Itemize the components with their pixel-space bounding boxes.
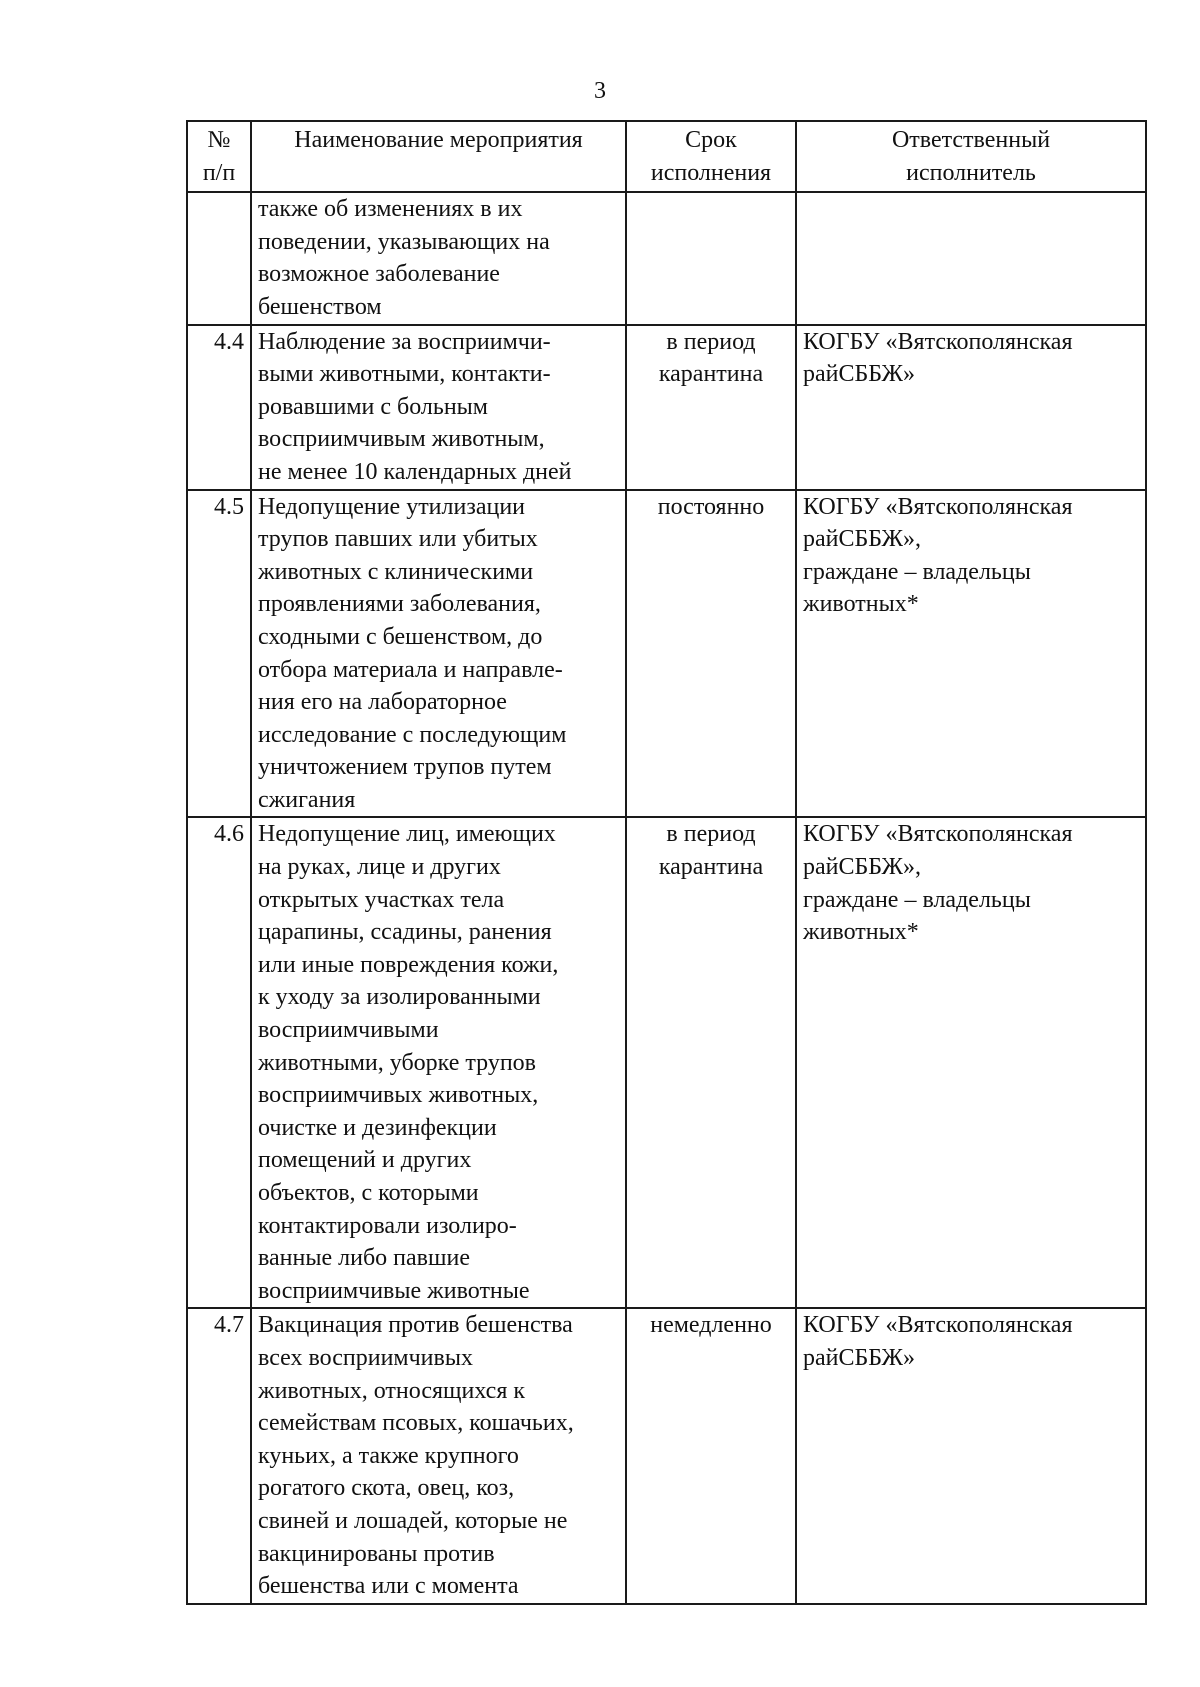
table-row	[187, 325, 1146, 490]
cell-line: райСББЖ»,	[803, 854, 921, 881]
cell-line: ванные либо павшие	[258, 1245, 470, 1272]
cell-measure-name	[251, 1308, 626, 1603]
cell-line: райСББЖ»	[803, 1344, 915, 1371]
cell-line: семействам псовых, кошачьих,	[258, 1410, 574, 1437]
cell-line: восприимчивым животным,	[258, 426, 545, 453]
cell-line: Недопущение утилизации	[258, 493, 526, 520]
cell-line: очистке и дезинфекции	[258, 1114, 497, 1141]
cell-line: царапины, ссадины, ранения	[258, 919, 552, 946]
cell-line: в период	[666, 821, 756, 848]
cell-line: животных*	[803, 919, 919, 946]
cell-line: к уходу за изолированными	[258, 984, 541, 1011]
header-name	[251, 121, 626, 192]
table-row	[187, 817, 1146, 1308]
cell-line: рогатого скота, овец, коз,	[258, 1475, 515, 1502]
cell-line: карантина	[658, 854, 764, 881]
cell-line: в период	[666, 328, 756, 355]
cell-line: свиней и лошадей, которые не	[258, 1507, 568, 1534]
cell-line: постоянно	[657, 493, 765, 520]
cell-line: или иные повреждения кожи,	[258, 951, 559, 978]
cell-measure-name	[251, 325, 626, 490]
cell-line: бешенства или с момента	[258, 1573, 519, 1600]
table-row	[187, 1308, 1146, 1603]
cell-line: на руках, лице и других	[258, 854, 501, 881]
cell-line: восприимчивые животные	[258, 1277, 530, 1304]
table-row	[187, 490, 1146, 818]
cell-line: п/п	[202, 159, 236, 186]
table-row	[187, 192, 1146, 324]
cell-line: восприимчивых животных,	[258, 1082, 539, 1109]
cell-line: КОГБУ «Вятскополянская	[803, 821, 1073, 848]
cell-line: Срок	[685, 127, 737, 153]
cell-line: бешенством	[258, 293, 382, 320]
cell-line: граждане – владельцы	[803, 558, 1031, 585]
cell-line: животных, относящихся к	[258, 1377, 526, 1404]
cell-line: отбора материала и направле-	[258, 656, 563, 683]
cell-term	[626, 325, 796, 490]
header-term	[626, 121, 796, 192]
cell-number: 4.7	[187, 1308, 251, 1603]
cell-line: объектов, с которыми	[258, 1180, 479, 1206]
cell-line: райСББЖ»	[803, 361, 915, 388]
cell-line: райСББЖ»,	[803, 526, 921, 553]
page-number: 3	[594, 78, 606, 104]
cell-line: сходными с бешенством, до	[258, 623, 543, 650]
cell-term	[626, 490, 796, 818]
cell-term	[626, 817, 796, 1308]
cell-line: также об изменениях в их	[258, 196, 523, 223]
cell-line: Наименование мероприятия	[294, 127, 583, 153]
cell-line: Ответственный	[891, 127, 1051, 153]
header-num	[187, 121, 251, 192]
cell-line: Недопущение лиц, имеющих	[258, 821, 556, 848]
cell-line: граждане – владельцы	[803, 886, 1031, 913]
measures-table	[186, 120, 1147, 1605]
cell-responsible	[796, 817, 1146, 1308]
cell-line: поведении, указывающих на	[258, 228, 550, 255]
cell-line: уничтожением трупов путем	[258, 754, 552, 781]
cell-line: КОГБУ «Вятскополянская	[803, 493, 1073, 520]
cell-line: животными, уборке трупов	[258, 1049, 537, 1076]
cell-line: немедленно	[650, 1312, 772, 1339]
cell-number: 4.5	[187, 490, 251, 818]
cell-measure-name	[251, 192, 626, 324]
cell-line: КОГБУ «Вятскополянская	[803, 1312, 1073, 1339]
cell-line: Наблюдение за восприимчи-	[258, 328, 551, 355]
cell-line: животных*	[803, 591, 919, 618]
cell-line: всех восприимчивых	[258, 1344, 473, 1371]
cell-responsible	[796, 490, 1146, 818]
cell-term	[626, 192, 796, 324]
cell-line: контактировали изолиро-	[258, 1212, 517, 1239]
cell-line: трупов павших или убитых	[258, 526, 538, 553]
cell-measure-name	[251, 490, 626, 818]
cell-line: ровавшими с больным	[258, 393, 488, 420]
cell-line: вакцинированы против	[258, 1540, 495, 1567]
header-responsible	[796, 121, 1146, 192]
cell-line: возможное заболевание	[258, 261, 500, 288]
cell-line: проявлениями заболевания,	[258, 591, 541, 618]
cell-line: исполнитель	[906, 159, 1036, 186]
cell-line: не менее 10 календарных дней	[258, 458, 572, 485]
cell-line: открытых участках тела	[258, 886, 505, 913]
cell-line: помещений и других	[258, 1147, 472, 1174]
cell-line: исследование с последующим	[258, 721, 567, 748]
cell-measure-name	[251, 817, 626, 1308]
cell-line: карантина	[658, 361, 764, 388]
cell-responsible	[796, 192, 1146, 324]
cell-responsible	[796, 325, 1146, 490]
cell-line: животных с клиническими	[258, 558, 534, 585]
cell-number: 4.6	[187, 817, 251, 1308]
cell-line: куньих, а также крупного	[258, 1442, 519, 1469]
cell-line: КОГБУ «Вятскополянская	[803, 328, 1073, 355]
cell-number	[187, 192, 251, 324]
cell-term	[626, 1308, 796, 1603]
cell-line: №	[207, 127, 231, 153]
cell-responsible	[796, 1308, 1146, 1603]
cell-number: 4.4	[187, 325, 251, 490]
cell-line: сжигания	[258, 786, 356, 813]
table-header-row	[187, 121, 1146, 192]
cell-line: исполнения	[650, 159, 772, 186]
cell-line: восприимчивыми	[258, 1017, 439, 1044]
cell-line: ния его на лабораторное	[258, 689, 507, 716]
cell-line: выми животными, контакти-	[258, 361, 551, 388]
cell-line: Вакцинация против бешенства	[258, 1312, 573, 1339]
